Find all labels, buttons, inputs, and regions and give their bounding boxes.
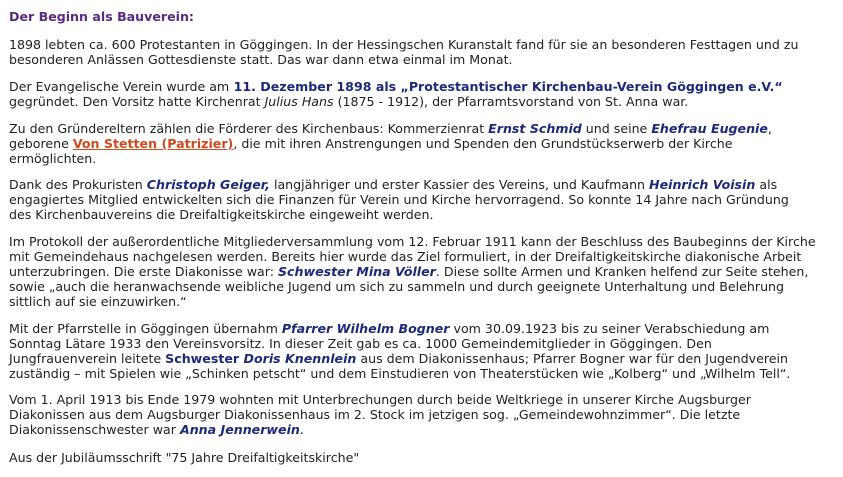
person-name: Ernst Schmid bbox=[488, 121, 582, 136]
text: . Diese sollte Armen und Kranken helfend zur Seite stehen, bbox=[435, 264, 809, 279]
text-line: des Kirchenbauvereins die Dreifaltigkeitskirche eingeweiht werden. bbox=[9, 207, 434, 222]
person-name: Doris Knennlein bbox=[243, 351, 357, 366]
text-line bbox=[9, 321, 837, 336]
paragraph-4 bbox=[9, 177, 837, 222]
text-line: Im Protokoll der außerordentliche Mitgliederversammlung vom 12. Februar 1911 kann der Beschluss des Baubeginns der Kirche bbox=[9, 234, 816, 249]
text-line: sittlich auf sie einzuwirken.“ bbox=[9, 294, 187, 309]
person-name: Pfarrer Wilhelm Bogner bbox=[281, 321, 450, 336]
person-name: Schwester Mina Völler bbox=[277, 264, 436, 279]
paragraph-3 bbox=[9, 121, 837, 166]
text-line bbox=[9, 264, 837, 279]
text-line: ermöglichten. bbox=[9, 151, 97, 166]
person-name: Anna Jennerwein bbox=[179, 422, 300, 437]
text: , bbox=[767, 121, 772, 136]
paragraph-2 bbox=[9, 79, 837, 109]
text-line: mit Gemeindehaus nachgelesen werden. Bereits hier wurde das Ziel formuliert, in der Dreifaltigkeitskirche diakonische Arbeit bbox=[9, 249, 802, 264]
text-line bbox=[9, 94, 837, 109]
text-line bbox=[9, 177, 837, 192]
text-line: besonderen Anlässen Gottesdienste statt. Das war dann etwa einmal im Monat. bbox=[9, 52, 513, 67]
section-heading: Der Beginn als Bauverein: bbox=[9, 9, 194, 24]
text: Dank des Prokuristen bbox=[9, 177, 147, 192]
text-line bbox=[9, 422, 837, 437]
person-name: Ehefrau Eugenie bbox=[651, 121, 768, 136]
paragraph-6 bbox=[9, 321, 837, 381]
paragraph-1 bbox=[9, 37, 837, 67]
paragraph-7 bbox=[9, 392, 837, 437]
text-line: Aus der Jubiläumsschrift "75 Jahre Dreifaltigkeitskirche" bbox=[9, 450, 360, 465]
text: geborene bbox=[9, 136, 73, 151]
text-line bbox=[9, 121, 837, 136]
source-note bbox=[9, 450, 837, 465]
text-line: Vom 1. April 1913 bis Ende 1979 wohnten mit Unterbrechungen durch beide Weltkriege in unserer Kirche Augsburger bbox=[9, 392, 751, 407]
text-line: engagiertes Mitglied entwickelten sich die Finanzen für Verein und Kirche hervorragend. So konnte 14 Jahre nach Gründung bbox=[9, 192, 789, 207]
text: aus dem Diakonissenhaus; Pfarrer Bogner war für den Jugendverein bbox=[356, 351, 788, 366]
text: als bbox=[755, 177, 778, 192]
text: unterzubringen. Die erste Diakonisse war: bbox=[9, 264, 278, 279]
person-name: Julius Hans bbox=[264, 94, 334, 109]
text-line: sowie „auch die heranwachsende weibliche Jugend um sich zu sammeln und durch geeignete Unterhaltung und Belehrung bbox=[9, 279, 785, 294]
text-line: zuständig – mit Spielen wie „Schinken petscht“ und dem Einstudieren von Theaterstücken wie „Kolberg“ und „Wilhelm Tell“. bbox=[9, 366, 791, 381]
text: und seine bbox=[581, 121, 652, 136]
text-line bbox=[9, 136, 837, 151]
person-name: Christoph Geiger, bbox=[146, 177, 270, 192]
text: vom 30.09.1923 bis zu seiner Verabschiedung am bbox=[449, 321, 770, 336]
founding-date-name: 11. Dezember 1898 als „Protestantischer Kirchenbau-Verein Göggingen e.V.“ bbox=[229, 79, 783, 94]
text: langjähriger und erster Kassier des Vereins, und Kaufmann bbox=[269, 177, 650, 192]
text: am bbox=[209, 79, 230, 94]
text: Zu den Gründereltern zählen die Förderer des Kirchenbaus: Kommerzienrat bbox=[9, 121, 489, 136]
text-line: Diakonissen aus dem Augsburger Diakonissenhaus im 2. Stock im jetzigen sog. „Gemeindewohnzimmer“. Die letzte bbox=[9, 407, 741, 422]
text-line: Sonntag Lätare 1933 den Vereinsvorsitz. In dieser Zeit gab es ca. 1000 Gemeindemitglieder in Göggingen. Den bbox=[9, 336, 712, 351]
text: Diakonissenschwester war bbox=[9, 422, 180, 437]
text: Mit der Pfarrstelle in Göggingen übernahm bbox=[9, 321, 282, 336]
text-line bbox=[9, 79, 837, 94]
text: (1875 - 1912), der Pfarramtsvorstand von St. Anna war. bbox=[333, 94, 689, 109]
paragraph-5 bbox=[9, 234, 837, 309]
text: . bbox=[299, 422, 304, 437]
text-line: 1898 lebten ca. 600 Protestanten in Göggingen. In der Hessingschen Kuranstalt fand für sie an besonderen Festtagen und zu bbox=[9, 37, 799, 52]
person-title: Schwester bbox=[165, 351, 244, 366]
patrizier-link[interactable]: Von Stetten (Patrizier) bbox=[72, 136, 234, 151]
text-line bbox=[9, 351, 837, 366]
text: Jungfrauenverein leitete bbox=[9, 351, 166, 366]
text: , die mit ihren Anstrengungen und Spenden den Grundstückserwerb der Kirche bbox=[233, 136, 733, 151]
person-name: Heinrich Voisin bbox=[649, 177, 756, 192]
text: gegründet. Den Vorsitz hatte Kirchenrat bbox=[9, 94, 265, 109]
text: Der Evangelische Verein wurde bbox=[9, 79, 210, 94]
